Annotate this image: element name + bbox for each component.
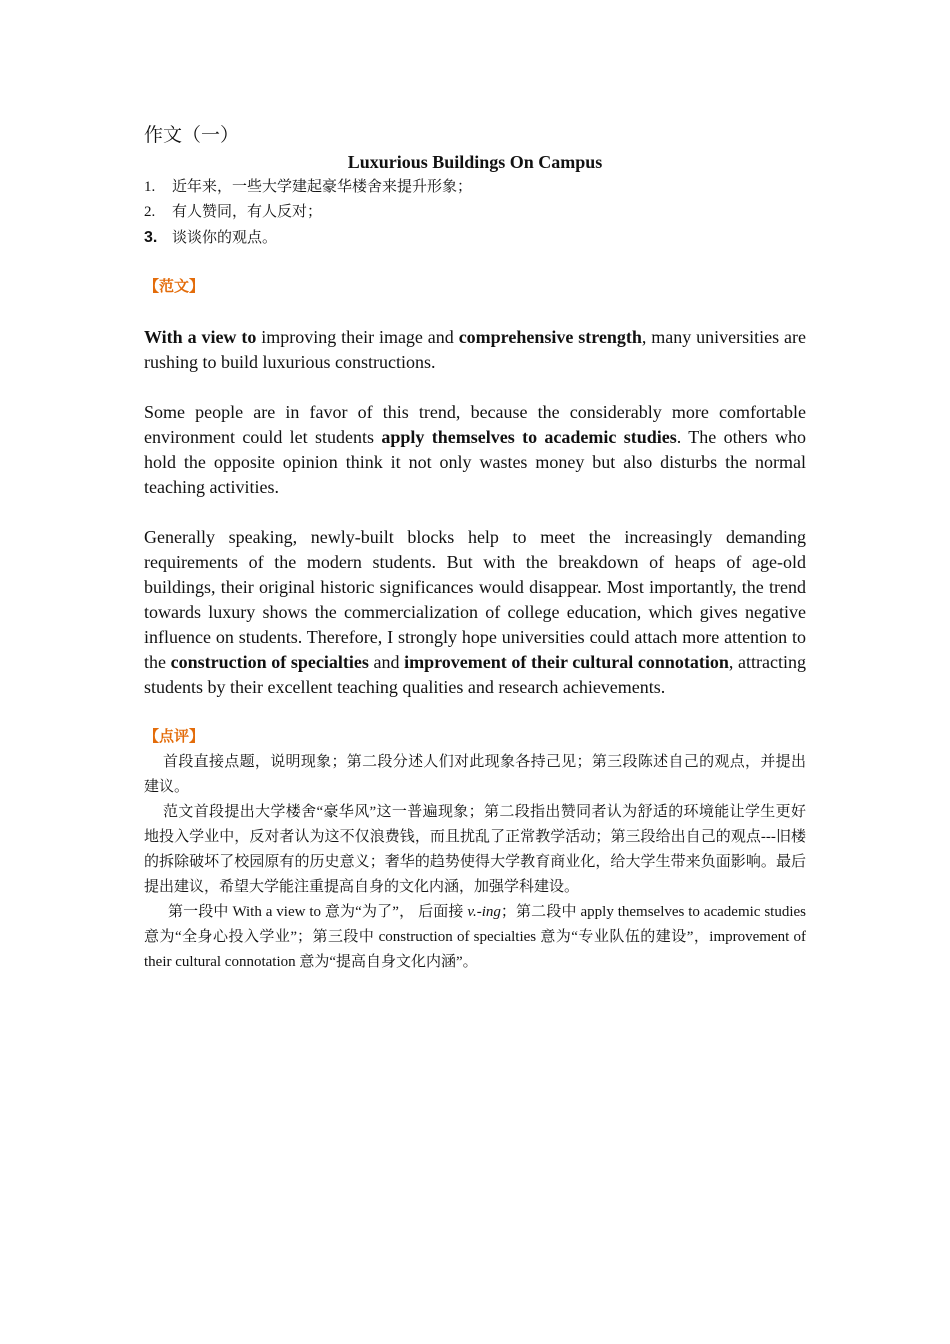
list-item: 1. 近年来，一些大学建起豪华楼舍来提升形象； [144, 179, 473, 195]
list-item: 2. 有人赞同，有人反对； [144, 204, 323, 220]
essay-paragraph-2: Some people are in favor of this trend, because the considerably more comfortable environment could let students apply themselves to academic studies. The others who hold the opposite opinion think it not only wastes money but also disturbs the normal teaching activities. [144, 402, 806, 497]
comment-label: 【点评】 [144, 729, 205, 745]
sample-essay-label: 【范文】 [144, 279, 205, 295]
list-item: 3. 谈谈你的观点。 [144, 229, 278, 246]
document-page [144, 120, 806, 975]
essay-paragraph-1: With a view to improving their image and comprehensive strength, many universities are rushing to build luxurious constructions. [144, 327, 807, 372]
essay-title: Luxurious Buildings On Campus [347, 152, 603, 172]
essay-paragraph-3: Generally speaking, newly-built blocks help to meet the increasingly demanding requirements of the modern students. But with the breakdown of heaps of age-old buildings, their original historic significances would disappear. Most importantly, the trend towards luxury shows the commercialization of college education, which gives negative influence on students. Therefore, I strongly hope universities could attach more attention to the construction of specialties and improvement of their cultural connotation, attracting students by their excellent teaching qualities and research achievements. [144, 527, 807, 697]
comment-paragraph-1: 首段直接点题，说明现象；第二段分述人们对此现象各持己见；第三段陈述自己的观点，并提出建议。 [144, 754, 806, 795]
requirements-list [144, 175, 806, 250]
comment-paragraph-3: 第一段中 With a view to 意为“为了”， 后面接 v.-ing；第二段中 apply themselves to academic studies 意为“全身心投入学业”；第三段中 construction of specialties 意为“专业队伍的建设”，improvement of their cultural connotation 意为“提高自身文化内涵”。 [144, 904, 806, 970]
section-heading: 作文（一） [144, 125, 240, 146]
comments [144, 750, 806, 975]
sample-essay [144, 325, 806, 700]
comment-paragraph-2: 范文首段提出大学楼舍“豪华风”这一普遍现象；第二段指出赞同者认为舒适的环境能让学生更好地投入学业中，反对者认为这不仅浪费钱，而且扰乱了正常教学活动；第三段给出自己的观点---旧楼的拆除破坏了校园原有的历史意义；奢华的趋势使得大学教育商业化，给大学生带来负面影响。最后提出建议，希望大学能注重提高自身的文化内涵，加强学科建设。 [144, 804, 806, 895]
